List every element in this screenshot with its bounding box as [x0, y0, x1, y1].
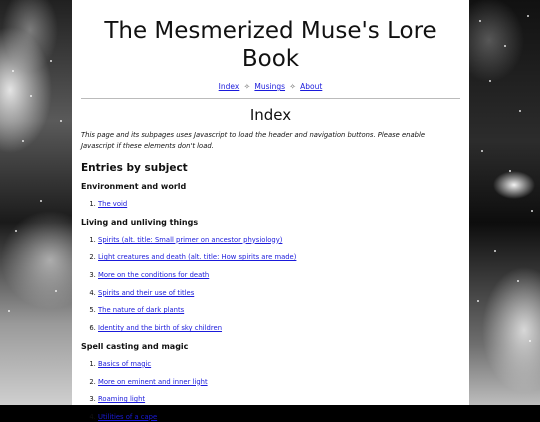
list-item: [98, 377, 460, 387]
list-item: [98, 252, 460, 262]
entry-link[interactable]: Light creatures and death (alt. title: How spirits are made): [98, 253, 297, 262]
background-right: [469, 0, 540, 405]
entry-link[interactable]: Basics of magic: [98, 359, 152, 368]
nav-link-index[interactable]: Index: [218, 82, 240, 91]
list-item: [98, 235, 460, 245]
background-left: [0, 0, 72, 405]
section-heading: Entries by subject: [81, 162, 188, 174]
site-title: The Mesmerized Muse's Lore Book: [104, 18, 437, 72]
entry-link[interactable]: More on eminent and inner light: [98, 377, 208, 386]
entry-link[interactable]: Roaming light: [98, 395, 146, 404]
entry-list-spellcasting: [81, 359, 460, 422]
page-heading: Index: [249, 106, 292, 124]
list-item: [98, 394, 460, 404]
navigation-bar: [81, 82, 460, 92]
list-item: [98, 270, 460, 280]
list-item: [98, 359, 460, 369]
nav-link-musings[interactable]: Musings: [254, 82, 286, 91]
entry-link[interactable]: Identity and the birth of sky children: [98, 324, 223, 333]
list-item: [98, 305, 460, 315]
list-item: [98, 288, 460, 298]
nav-separator-icon: ✧: [289, 82, 296, 91]
group-heading-living: Living and unliving things: [81, 217, 199, 227]
javascript-notice: This page and its subpages uses Javascript to load the header and navigation buttons. Please enable Javascript if these elements don't load.: [81, 131, 426, 150]
entry-link[interactable]: Spirits (alt. title: Small primer on ancestor physiology): [98, 235, 283, 244]
entry-link[interactable]: Utilities of a cape: [98, 412, 158, 421]
nav-link-about[interactable]: About: [300, 82, 323, 91]
nav-separator-icon: ✧: [243, 82, 251, 91]
group-heading-spellcasting: Spell casting and magic: [81, 341, 189, 351]
main-content: [72, 0, 469, 421]
divider: [81, 98, 460, 99]
group-heading-environment: Environment and world: [81, 182, 187, 191]
list-item: [98, 412, 460, 422]
entry-list-living: [81, 235, 460, 333]
entry-link[interactable]: More on the conditions for death: [98, 271, 210, 280]
entry-link[interactable]: The nature of dark plants: [98, 306, 185, 315]
list-item: [98, 199, 460, 209]
entry-list-environment: [81, 199, 460, 209]
entry-link[interactable]: Spirits and their use of titles: [98, 288, 195, 297]
list-item: [98, 323, 460, 333]
entry-link[interactable]: The void: [98, 200, 128, 208]
